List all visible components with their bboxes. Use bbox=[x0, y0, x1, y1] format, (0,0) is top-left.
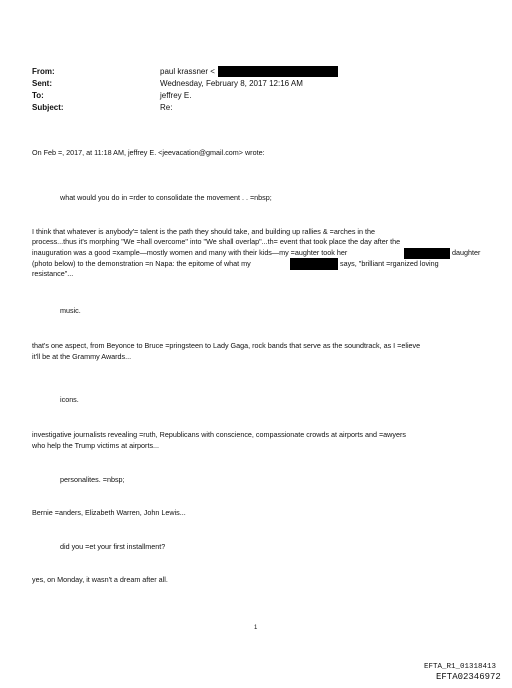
subject-value: Re: bbox=[160, 103, 173, 112]
paragraph-1-line-3-end: daughter bbox=[452, 248, 481, 257]
paragraph-2-line-2: it'll be at the Grammy Awards... bbox=[32, 352, 132, 361]
redaction-bar bbox=[218, 66, 338, 77]
from-value: paul krassner < bbox=[160, 67, 215, 76]
quote-intro: On Feb =, 2017, at 11:18 AM, jeffrey E. <jeevacation@gmail.com> wrote: bbox=[32, 148, 265, 157]
page-number: 1 bbox=[254, 625, 258, 631]
paragraph-3-line-2: who help the Trump victims at airports... bbox=[32, 441, 160, 450]
to-label: To: bbox=[32, 91, 44, 100]
from-label: From: bbox=[32, 67, 55, 76]
quoted-icons: icons. bbox=[60, 395, 79, 404]
bates-id-2: EFTA02346972 bbox=[436, 672, 501, 682]
to-value: jeffrey E. bbox=[160, 91, 192, 100]
bates-id-1: EFTA_R1_01318413 bbox=[424, 663, 497, 671]
paragraph-1-line-1: I think that whatever is anybody'= talent is the path they should take, and building up rallies & =arches in the bbox=[32, 227, 375, 236]
redaction-bar bbox=[290, 258, 338, 270]
paragraph-1-line-3: inauguration was a good =xample—mostly women and many with their kids—my =aughter took her bbox=[32, 248, 348, 257]
paragraph-1-line-4: (photo below) to the demonstration =n Napa: the epitome of what my bbox=[32, 259, 251, 268]
paragraph-5: yes, on Monday, it wasn't a dream after all. bbox=[32, 575, 168, 584]
subject-label: Subject: bbox=[32, 103, 64, 112]
redaction-bar bbox=[404, 248, 450, 259]
quoted-music: music. bbox=[60, 306, 81, 315]
paragraph-2-line-1: that's one aspect, from Beyonce to Bruce =pringsteen to Lady Gaga, rock bands that serve as the soundtrack, as I =elieve bbox=[32, 341, 421, 350]
sent-label: Sent: bbox=[32, 79, 52, 88]
quoted-personalites: personalites. =nbsp; bbox=[60, 475, 125, 484]
paragraph-1-line-2: process...thus it's morphing "We =hall overcome" into "We shall overlap"...th= event that took place the day after the bbox=[32, 237, 401, 246]
quoted-question-1: what would you do in =rder to consolidate the movement . . =nbsp; bbox=[60, 193, 272, 202]
paragraph-3-line-1: investigative journalists revealing =ruth, Republicans with conscience, compassionate crowds at airports and =awyers bbox=[32, 430, 406, 439]
paragraph-1-line-4-end: says, "brilliant =rganized loving bbox=[340, 259, 439, 268]
sent-value: Wednesday, February 8, 2017 12:16 AM bbox=[160, 79, 303, 88]
paragraph-1-line-5: resistance"... bbox=[32, 269, 74, 278]
quoted-question-2: did you =et your first installment? bbox=[60, 542, 166, 551]
paragraph-4: Bernie =anders, Elizabeth Warren, John Lewis... bbox=[32, 508, 186, 517]
